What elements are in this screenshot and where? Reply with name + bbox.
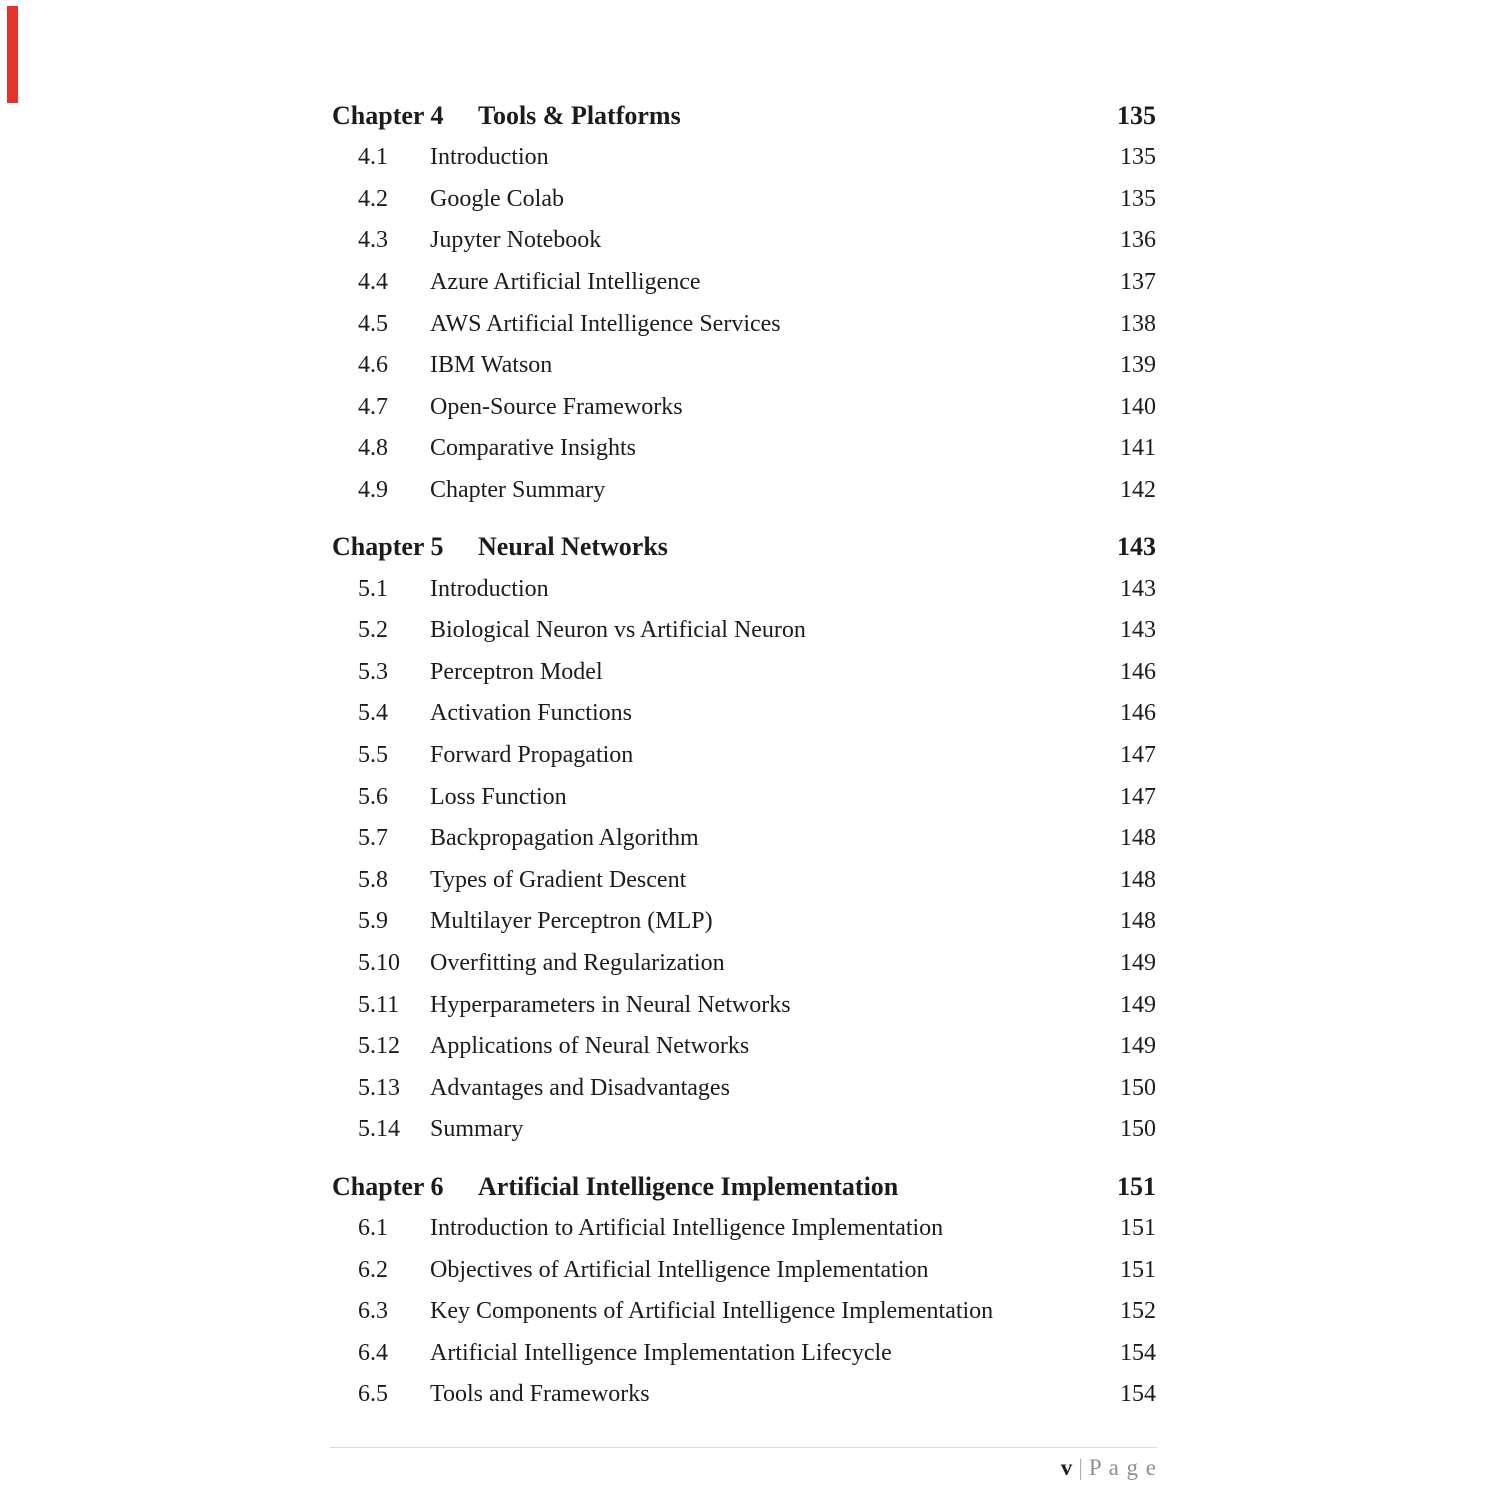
toc-item-number: 6.3 <box>358 1298 388 1325</box>
toc-item-row[interactable] <box>332 303 1156 345</box>
footer-page-word: P a g e <box>1088 1455 1157 1480</box>
toc-item-number: 4.8 <box>358 435 388 462</box>
toc-item-title: Advantages and Disadvantages <box>430 1074 730 1101</box>
toc-item-row[interactable] <box>332 137 1156 179</box>
toc-item-row[interactable] <box>332 1026 1156 1068</box>
toc-item-row[interactable] <box>332 220 1156 262</box>
footer-divider <box>330 1447 1157 1448</box>
toc-item-page: 151 <box>1120 1214 1156 1241</box>
toc-item-page: 147 <box>1120 783 1156 810</box>
toc-item-row[interactable] <box>332 262 1156 304</box>
toc-item-row[interactable] <box>332 610 1156 652</box>
toc-item-row[interactable] <box>332 1208 1156 1250</box>
toc-item-row[interactable] <box>332 1249 1156 1291</box>
toc-item-page: 135 <box>1120 185 1156 212</box>
toc-item-row[interactable] <box>332 693 1156 735</box>
toc-item-page: 152 <box>1120 1298 1156 1325</box>
toc-item-page: 154 <box>1120 1339 1156 1366</box>
toc-item-page: 147 <box>1120 742 1156 769</box>
toc-item-page: 141 <box>1120 435 1156 462</box>
toc-item-title: Hyperparameters in Neural Networks <box>430 991 791 1018</box>
toc-item-page: 149 <box>1120 949 1156 976</box>
toc-item-title: Summary <box>430 1116 524 1143</box>
toc-item-page: 142 <box>1120 477 1156 504</box>
toc-item-row[interactable] <box>332 1374 1156 1416</box>
toc-item-page: 148 <box>1120 825 1156 852</box>
toc-item-row[interactable] <box>332 1067 1156 1109</box>
footer-separator: | <box>1078 1455 1083 1480</box>
toc-chapter-heading[interactable] <box>332 526 1156 568</box>
toc-item-title: Google Colab <box>430 185 564 212</box>
toc-chapter-label: Chapter 4 <box>332 101 444 130</box>
toc-item-page: 146 <box>1120 700 1156 727</box>
toc-item-number: 4.2 <box>358 185 388 212</box>
toc-item-title: Applications of Neural Networks <box>430 1033 750 1060</box>
toc-item-number: 5.4 <box>358 700 388 727</box>
toc-item-row[interactable] <box>332 984 1156 1026</box>
toc-item-title: Open-Source Frameworks <box>430 393 683 420</box>
toc-item-number: 6.5 <box>358 1381 388 1408</box>
toc-item-number: 5.9 <box>358 908 388 935</box>
toc-item-page: 150 <box>1120 1116 1156 1143</box>
toc-item-row[interactable] <box>332 860 1156 902</box>
toc-chapter-title: Neural Networks <box>478 532 668 562</box>
toc-item-row[interactable] <box>332 179 1156 221</box>
toc-item-page: 146 <box>1120 658 1156 685</box>
toc-item-number: 6.1 <box>358 1214 388 1241</box>
toc-item-title: IBM Watson <box>430 352 553 379</box>
toc-chapter <box>332 1166 1156 1416</box>
toc-item-number: 5.2 <box>358 617 388 644</box>
toc-chapter-label: Chapter 5 <box>332 532 444 562</box>
toc-item-row[interactable] <box>332 345 1156 387</box>
table-of-contents <box>332 95 1156 1416</box>
toc-item-page: 136 <box>1120 227 1156 254</box>
toc-item-title: Introduction <box>430 575 549 602</box>
toc-item-number: 5.14 <box>358 1116 400 1143</box>
toc-item-number: 4.5 <box>358 310 388 337</box>
toc-item-title: Comparative Insights <box>430 435 636 462</box>
toc-item-page: 135 <box>1120 144 1156 171</box>
toc-item-title: Key Components of Artificial Intelligence Implementation <box>430 1298 994 1325</box>
toc-item-page: 140 <box>1120 393 1156 420</box>
toc-chapter-heading[interactable] <box>332 95 1156 137</box>
toc-item-page: 151 <box>1120 1256 1156 1283</box>
toc-item-number: 5.1 <box>358 575 388 602</box>
toc-item-title: Loss Function <box>430 783 567 810</box>
toc-item-title: Types of Gradient Descent <box>430 866 687 893</box>
toc-item-number: 5.10 <box>358 949 400 976</box>
toc-chapter <box>332 526 1156 1150</box>
toc-chapter-heading[interactable] <box>332 1166 1156 1208</box>
red-edge-marker <box>7 6 18 103</box>
toc-item-page: 139 <box>1120 352 1156 379</box>
toc-item-number: 6.2 <box>358 1256 388 1283</box>
toc-item-row[interactable] <box>332 1109 1156 1151</box>
toc-item-title: Tools and Frameworks <box>430 1381 650 1408</box>
toc-item-title: Forward Propagation <box>430 742 634 769</box>
toc-chapter-label: Chapter 6 <box>332 1171 444 1201</box>
toc-item-title: Biological Neuron vs Artificial Neuron <box>430 617 806 644</box>
toc-item-number: 5.5 <box>358 742 388 769</box>
toc-item-title: Artificial Intelligence Implementation Lifecycle <box>430 1339 892 1366</box>
toc-item-number: 5.7 <box>358 825 388 852</box>
toc-item-title: Chapter Summary <box>430 477 606 504</box>
toc-item-row[interactable] <box>332 776 1156 818</box>
toc-item-page: 143 <box>1120 617 1156 644</box>
toc-item-title: Objectives of Artificial Intelligence Implementation <box>430 1256 929 1283</box>
toc-item-title: Jupyter Notebook <box>430 227 602 254</box>
toc-item-page: 143 <box>1120 575 1156 602</box>
toc-item-page: 154 <box>1120 1381 1156 1408</box>
toc-item-row[interactable] <box>332 1291 1156 1333</box>
toc-item-row[interactable] <box>332 470 1156 512</box>
toc-chapter-title: Artificial Intelligence Implementation <box>478 1171 899 1201</box>
toc-item-number: 4.1 <box>358 144 388 171</box>
toc-item-row[interactable] <box>332 735 1156 777</box>
toc-item-page: 137 <box>1120 269 1156 296</box>
toc-chapter <box>332 95 1156 511</box>
toc-chapter-page: 151 <box>1117 1171 1156 1201</box>
toc-chapter-page: 135 <box>1117 101 1156 130</box>
toc-item-title: AWS Artificial Intelligence Services <box>430 310 781 337</box>
toc-item-number: 5.11 <box>358 991 400 1018</box>
toc-chapter-page: 143 <box>1117 532 1156 562</box>
toc-item-title: Azure Artificial Intelligence <box>430 269 701 296</box>
toc-chapter-title: Tools & Platforms <box>478 101 681 130</box>
toc-item-row[interactable] <box>332 428 1156 470</box>
toc-item-row[interactable] <box>332 1332 1156 1374</box>
toc-item-number: 5.8 <box>358 866 388 893</box>
toc-item-title: Multilayer Perceptron (MLP) <box>430 908 713 935</box>
toc-item-row[interactable] <box>332 652 1156 694</box>
toc-item-title: Activation Functions <box>430 700 632 727</box>
toc-item-row[interactable] <box>332 387 1156 429</box>
toc-item-row[interactable] <box>332 818 1156 860</box>
toc-item-row[interactable] <box>332 901 1156 943</box>
toc-item-number: 4.9 <box>358 477 388 504</box>
toc-item-number: 6.4 <box>358 1339 388 1366</box>
toc-item-number: 5.6 <box>358 783 388 810</box>
toc-item-title: Overfitting and Regularization <box>430 949 725 976</box>
toc-item-page: 149 <box>1120 1033 1156 1060</box>
toc-item-page: 149 <box>1120 991 1156 1018</box>
toc-item-page: 148 <box>1120 908 1156 935</box>
toc-item-page: 148 <box>1120 866 1156 893</box>
toc-item-row[interactable] <box>332 568 1156 610</box>
toc-item-title: Perceptron Model <box>430 658 603 685</box>
toc-item-number: 4.4 <box>358 269 388 296</box>
toc-item-number: 4.7 <box>358 393 388 420</box>
page-footer <box>1061 1454 1157 1482</box>
toc-item-number: 4.3 <box>358 227 388 254</box>
footer-page-number: v <box>1060 1455 1073 1480</box>
toc-item-number: 5.3 <box>358 658 388 685</box>
toc-item-title: Introduction <box>430 144 549 171</box>
toc-item-number: 5.13 <box>358 1074 400 1101</box>
toc-item-page: 150 <box>1120 1074 1156 1101</box>
toc-item-row[interactable] <box>332 943 1156 985</box>
toc-item-title: Backpropagation Algorithm <box>430 825 699 852</box>
toc-item-number: 4.6 <box>358 352 388 379</box>
toc-item-number: 5.12 <box>358 1033 400 1060</box>
toc-item-title: Introduction to Artificial Intelligence Implementation <box>430 1214 944 1241</box>
toc-item-page: 138 <box>1120 310 1156 337</box>
